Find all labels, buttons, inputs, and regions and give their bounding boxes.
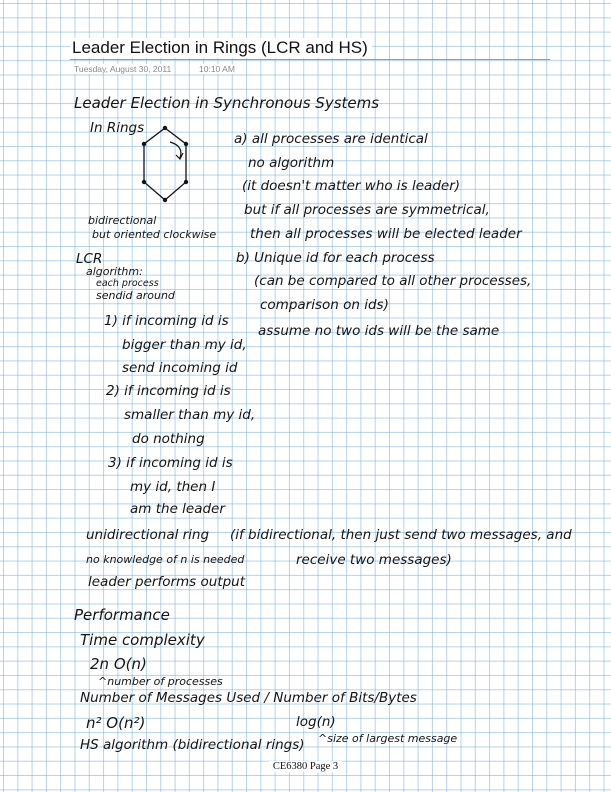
page-title: Leader Election in Rings (LCR and HS) [70, 38, 372, 58]
ring-hexagon [144, 128, 186, 200]
case-a-line-3: (it doesn't matter who is leader) [242, 178, 461, 194]
ring-caption-2: but oriented clockwise [92, 228, 217, 241]
title-rule [70, 59, 550, 60]
in-rings-label: In Rings [90, 120, 145, 136]
lcr-rule-3-line-1: 3) if incoming id is [108, 455, 233, 471]
lcr-send-id: sendid around [96, 289, 175, 302]
hs-algorithm: HS algorithm (bidirectional rings) [80, 737, 305, 753]
notes-heading: Leader Election in Synchronous Systems [74, 94, 380, 112]
case-a-line-5: then all processes will be elected leader [250, 226, 522, 242]
case-b-line-3: comparison on ids) [260, 297, 389, 313]
page-time: 10:10 AM [199, 64, 235, 74]
leader-output: leader performs output [88, 574, 246, 590]
messages-heading: Number of Messages Used / Number of Bits/Bytes [80, 690, 417, 706]
lcr-rule-1-line-1: 1) if incoming id is [104, 313, 229, 329]
lcr-rule-3-line-3: am the leader [130, 501, 225, 517]
lcr-rule-2-line-1: 2) if incoming id is [106, 383, 231, 399]
bidirectional-note: (if bidirectional, then just send two messages, and [230, 527, 572, 543]
case-a-line-4: but if all processes are symmetrical, [244, 202, 490, 218]
case-b-line-4: assume no two ids will be the same [258, 323, 500, 339]
unidirectional-ring: unidirectional ring [86, 527, 210, 543]
messages-value: n² O(n²) [86, 714, 146, 732]
lcr-rule-2-line-3: do nothing [132, 431, 205, 447]
receive-two-note: receive two messages) [296, 552, 452, 568]
case-a-line-2: no algorithm [248, 155, 335, 171]
lcr-rule-1-line-2: bigger than my id, [122, 337, 247, 353]
page-footer [0, 761, 611, 772]
lcr-rule-3-line-2: my id, then I [130, 479, 216, 495]
lcr-label: LCR [76, 251, 103, 267]
page-date: Tuesday, August 30, 2011 [74, 64, 172, 74]
bits-value: log(n) [296, 714, 336, 730]
bits-note: ^size of largest message [318, 732, 458, 745]
time-value: 2n O(n) [90, 655, 147, 673]
clockwise-arrow-icon [170, 142, 181, 158]
lcr-algorithm: algorithm: [86, 265, 143, 278]
ring-nodes [142, 126, 188, 202]
case-b-line-2: (can be compared to all other processes, [254, 273, 532, 289]
no-knowledge-note: no knowledge of n is needed [86, 553, 245, 566]
ring-diagram [128, 124, 210, 206]
arrow-head-icon [176, 153, 183, 159]
page-number: CE6380 Page 3 [269, 761, 342, 772]
lcr-each-process: each process [96, 278, 159, 289]
time-complexity: Time complexity [80, 631, 205, 649]
lcr-rule-1-line-3: send incoming id [122, 360, 238, 376]
ring-caption-1: bidirectional [88, 214, 157, 227]
case-b-line-1: b) Unique id for each process [236, 250, 435, 266]
time-note: ^number of processes [98, 675, 223, 688]
performance-heading: Performance [74, 606, 170, 624]
case-a-line-1: a) all processes are identical [234, 131, 428, 147]
lcr-rule-2-line-2: smaller than my id, [124, 407, 256, 423]
